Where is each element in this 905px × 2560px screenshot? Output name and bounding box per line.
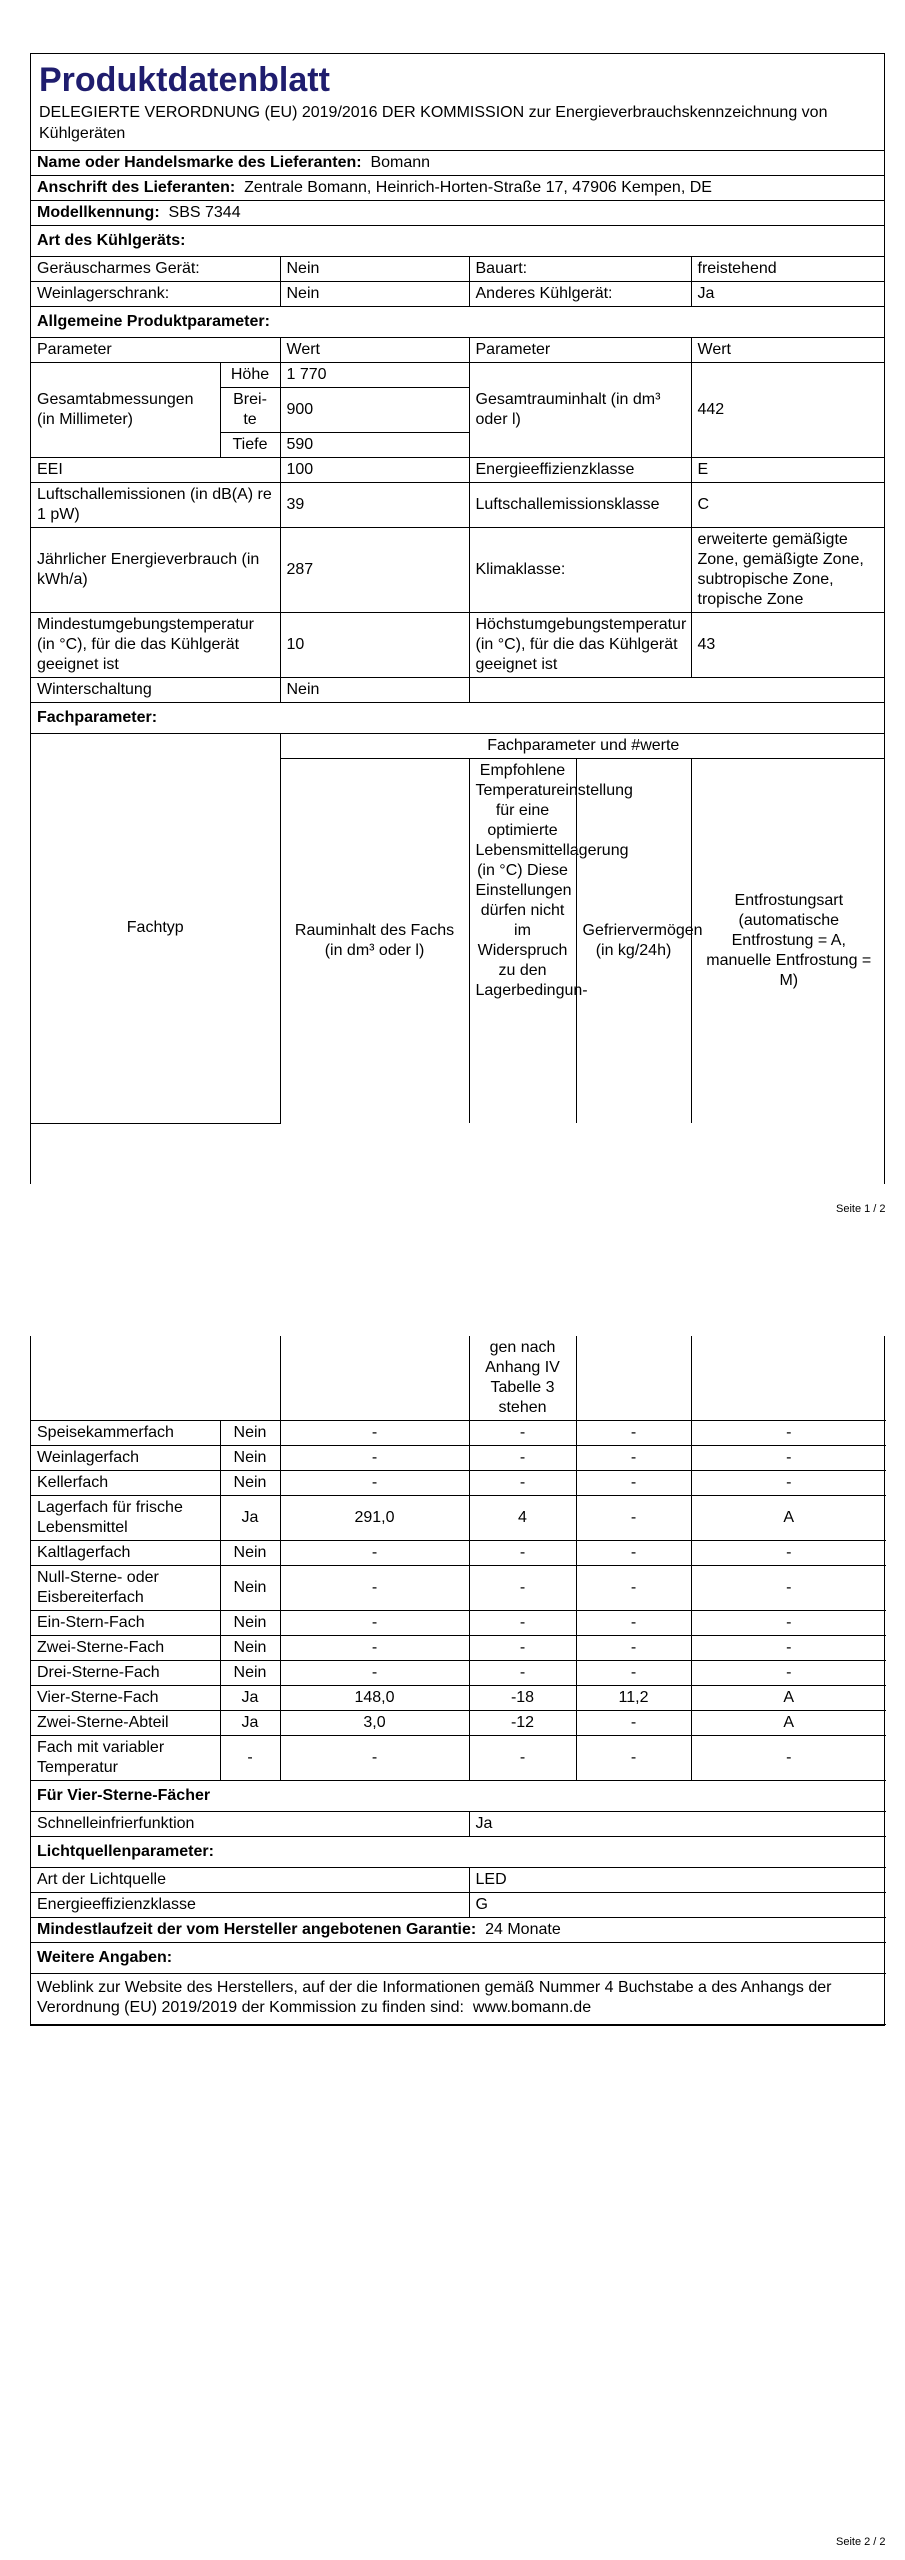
climate-label: Klimaklasse: xyxy=(469,528,691,613)
compartments-heading: Fachparameter: xyxy=(31,703,885,734)
compartment-name: Weinlagerfach xyxy=(31,1446,220,1471)
compartment-volume: - xyxy=(280,1541,469,1566)
compartment-row xyxy=(31,1711,886,1736)
compartment-volume: - xyxy=(280,1446,469,1471)
energy-class-value: E xyxy=(691,458,885,483)
compartment-defrost: - xyxy=(691,1446,886,1471)
further-text-row xyxy=(31,1974,886,2025)
type-table xyxy=(31,257,885,307)
compartment-temp: - xyxy=(469,1421,576,1446)
compartment-temp: - xyxy=(469,1471,576,1496)
light-class-label: Energieeffizienzklasse xyxy=(31,1893,469,1918)
compartment-present: Nein xyxy=(220,1421,280,1446)
compartment-freeze: - xyxy=(576,1496,691,1541)
light-class-value: G xyxy=(469,1893,886,1918)
compartment-name: Kaltlagerfach xyxy=(31,1541,220,1566)
compartment-row xyxy=(31,1661,886,1686)
compartment-present: Ja xyxy=(220,1686,280,1711)
compartment-present: Ja xyxy=(220,1496,280,1541)
col-temp-header: Empfohlene Temperatureinstellung für eine optimierte Lebensmittellagerung (in °C) Diese Einstellungen dürfen nicht im Widerspruch zu den Lagerbedingun- xyxy=(469,759,576,1124)
compartment-present: Nein xyxy=(220,1541,280,1566)
manufacturer-link[interactable]: www.bomann.de xyxy=(472,1999,592,2016)
compartment-temp: - xyxy=(469,1736,576,1781)
compartment-name: Speisekammerfach xyxy=(31,1421,220,1446)
compartment-row xyxy=(31,1611,886,1636)
noise-class-label: Luftschallemissionsklasse xyxy=(469,483,691,528)
compartment-temp: - xyxy=(469,1661,576,1686)
width-value: 900 xyxy=(280,388,469,433)
compartment-volume: - xyxy=(280,1736,469,1781)
general-table xyxy=(31,307,885,734)
light-heading: Lichtquellenparameter: xyxy=(31,1837,886,1868)
compartment-temp: - xyxy=(469,1541,576,1566)
compartment-present: Nein xyxy=(220,1446,280,1471)
four-star-heading: Für Vier-Sterne-Fächer xyxy=(31,1781,886,1812)
compartment-defrost: - xyxy=(691,1471,886,1496)
compartment-row xyxy=(31,1496,886,1541)
eei-label: EEI xyxy=(31,458,280,483)
compartment-present: Ja xyxy=(220,1711,280,1736)
compartment-row xyxy=(31,1636,886,1661)
compartment-row xyxy=(31,1421,886,1446)
compartment-temp: -18 xyxy=(469,1686,576,1711)
compartment-present: Nein xyxy=(220,1471,280,1496)
extra-table xyxy=(31,1781,886,2025)
compartment-temp: - xyxy=(469,1611,576,1636)
compartment-volume: - xyxy=(280,1636,469,1661)
compartment-name: Zwei-Sterne-Fach xyxy=(31,1636,220,1661)
supplier-name-value: Bomann xyxy=(370,154,431,171)
volume-label: Gesamtrauminhalt (in dm³ oder l) xyxy=(469,363,691,458)
compartments-header-table xyxy=(31,734,885,1124)
compartment-defrost: - xyxy=(691,1736,886,1781)
document-header xyxy=(31,54,884,151)
col-volume-header-cont xyxy=(280,1336,469,1421)
compartment-row xyxy=(31,1541,886,1566)
compartment-volume: - xyxy=(280,1661,469,1686)
winter-label: Winterschaltung xyxy=(31,678,280,703)
compartment-freeze: - xyxy=(576,1711,691,1736)
type-label: Geräuscharmes Gerät: xyxy=(31,257,280,282)
compartment-temp: -12 xyxy=(469,1711,576,1736)
general-heading: Allgemeine Produktparameter: xyxy=(31,307,885,338)
warranty-value: 24 Monate xyxy=(485,1921,561,1938)
compartment-freeze: - xyxy=(576,1661,691,1686)
document-title: Produktdatenblatt xyxy=(39,61,330,99)
compartment-freeze: - xyxy=(576,1611,691,1636)
col-param: Parameter xyxy=(469,338,691,363)
type-value: freistehend xyxy=(691,257,885,282)
noise-label: Luftschallemissionen (in dB(A) re 1 pW) xyxy=(31,483,280,528)
volume-value: 442 xyxy=(691,363,885,458)
height-value: 1 770 xyxy=(280,363,469,388)
supplier-address-value: Zentrale Bomann, Heinrich-Horten-Straße 17, 47906 Kempen, DE xyxy=(244,179,712,196)
eei-value: 100 xyxy=(280,458,469,483)
consumption-value: 287 xyxy=(280,528,469,613)
compartment-freeze: - xyxy=(576,1736,691,1781)
compartment-row xyxy=(31,1471,886,1496)
compartment-defrost: A xyxy=(691,1496,886,1541)
compartment-row xyxy=(31,1566,886,1611)
col-temp-header-cont: gen nach Anhang IV Tabelle 3 stehen xyxy=(469,1336,576,1421)
compartment-freeze: - xyxy=(576,1636,691,1661)
compartment-present: Nein xyxy=(220,1661,280,1686)
further-text: Weblink zur Website des Herstellers, auf der die Informationen gemäß Nummer 4 Buchstabe a des Anhangs der Verordnung (EU) 2019/2019 der Kommission zu finden sind: xyxy=(37,1979,832,2016)
empty-cell xyxy=(469,678,885,703)
depth-value: 590 xyxy=(280,433,469,458)
energy-class-label: Energieeffizienzklasse xyxy=(469,458,691,483)
compartment-volume: 148,0 xyxy=(280,1686,469,1711)
col-freeze-header: Gefriervermögen (in kg/24h) xyxy=(576,759,691,1124)
quick-freeze-label: Schnelleinfrierfunktion xyxy=(31,1812,469,1837)
compartment-volume: - xyxy=(280,1471,469,1496)
col-type-header-cont xyxy=(31,1336,280,1421)
compartment-row xyxy=(31,1446,886,1471)
page-2 xyxy=(30,1336,885,2026)
compartment-defrost: - xyxy=(691,1636,886,1661)
compartment-freeze: - xyxy=(576,1446,691,1471)
page-number: Seite 1 / 2 xyxy=(836,1203,886,1215)
compartment-freeze: - xyxy=(576,1421,691,1446)
type-label: Weinlagerschrank: xyxy=(31,282,280,307)
page-1 xyxy=(30,53,885,1184)
model-value: SBS 7344 xyxy=(168,204,241,221)
compartment-defrost: - xyxy=(691,1661,886,1686)
compartment-temp: 4 xyxy=(469,1496,576,1541)
compartment-present: Nein xyxy=(220,1611,280,1636)
compartment-defrost: - xyxy=(691,1541,886,1566)
compartment-temp: - xyxy=(469,1636,576,1661)
compartment-defrost: - xyxy=(691,1611,886,1636)
col-defrost-header: Entfrostungsart (automatische Entfrostung = A, manuelle Entfrostung = M) xyxy=(691,759,885,1124)
type-value: Ja xyxy=(691,282,885,307)
compartment-temp: - xyxy=(469,1566,576,1611)
supplier-address-row xyxy=(31,176,884,201)
supplier-name-row xyxy=(31,151,884,176)
compartments-table xyxy=(31,1336,886,1781)
supplier-address-label: Anschrift des Lieferanten: xyxy=(37,179,236,196)
compartment-name: Vier-Sterne-Fach xyxy=(31,1686,220,1711)
width-label: Brei-te xyxy=(220,388,280,433)
type-label: Anderes Kühlgerät: xyxy=(469,282,691,307)
compartment-defrost: A xyxy=(691,1686,886,1711)
compartment-freeze: - xyxy=(576,1541,691,1566)
type-label: Bauart: xyxy=(469,257,691,282)
compartment-rows xyxy=(31,1421,886,1781)
winter-value: Nein xyxy=(280,678,469,703)
depth-label: Tiefe xyxy=(220,433,280,458)
compartment-row xyxy=(31,1686,886,1711)
compartment-freeze: - xyxy=(576,1471,691,1496)
compartment-freeze: 11,2 xyxy=(576,1686,691,1711)
col-param: Parameter xyxy=(31,338,280,363)
compartment-present: Nein xyxy=(220,1636,280,1661)
col-defrost-header-cont xyxy=(691,1336,886,1421)
type-value: Nein xyxy=(280,257,469,282)
model-row xyxy=(31,201,884,226)
light-type-label: Art der Lichtquelle xyxy=(31,1868,469,1893)
group-header: Fachparameter und #werte xyxy=(280,734,885,759)
model-label: Modellkennung: xyxy=(37,204,160,221)
compartment-name: Kellerfach xyxy=(31,1471,220,1496)
min-temp-label: Mindestumgebungstemperatur (in °C), für die das Kühlgerät geeignet ist xyxy=(31,613,280,678)
type-row xyxy=(31,257,885,282)
compartment-name: Ein-Stern-Fach xyxy=(31,1611,220,1636)
warranty-row xyxy=(31,1918,886,1943)
compartment-freeze: - xyxy=(576,1566,691,1611)
compartment-name: Null-Sterne- oder Eisbereiterfach xyxy=(31,1566,220,1611)
compartment-volume: - xyxy=(280,1611,469,1636)
warranty-label: Mindestlaufzeit der vom Hersteller angebotenen Garantie: xyxy=(37,1921,477,1938)
light-type-value: LED xyxy=(469,1868,886,1893)
compartment-volume: 3,0 xyxy=(280,1711,469,1736)
compartment-name: Drei-Sterne-Fach xyxy=(31,1661,220,1686)
compartment-present: Nein xyxy=(220,1566,280,1611)
col-value: Wert xyxy=(691,338,885,363)
compartment-name: Fach mit variabler Temperatur xyxy=(31,1736,220,1781)
quick-freeze-value: Ja xyxy=(469,1812,886,1837)
page-number: Seite 2 / 2 xyxy=(836,2536,886,2548)
compartment-volume: 291,0 xyxy=(280,1496,469,1541)
compartment-volume: - xyxy=(280,1421,469,1446)
further-heading: Weitere Angaben: xyxy=(31,1943,886,1974)
compartment-defrost: - xyxy=(691,1566,886,1611)
supplier-name-label: Name oder Handelsmarke des Lieferanten: xyxy=(37,154,362,171)
height-label: Höhe xyxy=(220,363,280,388)
col-freeze-header-cont xyxy=(576,1336,691,1421)
compartment-name: Zwei-Sterne-Abteil xyxy=(31,1711,220,1736)
col-volume-header: Rauminhalt des Fachs (in dm³ oder l) xyxy=(280,759,469,1124)
col-type-header: Fachtyp xyxy=(31,734,280,1123)
consumption-label: Jährlicher Energieverbrauch (in kWh/a) xyxy=(31,528,280,613)
document-subtitle: DELEGIERTE VERORDNUNG (EU) 2019/2016 DER KOMMISSION zur Energieverbrauchskennzeichnung von Kühlgeräten xyxy=(39,104,828,142)
max-temp-label: Höchstumgebungstemperatur (in °C), für die das Kühlgerät geeignet ist xyxy=(469,613,691,678)
col-value: Wert xyxy=(280,338,469,363)
compartment-defrost: - xyxy=(691,1421,886,1446)
supplier-table xyxy=(31,151,884,257)
climate-value: erweiterte gemäßigte Zone, gemäßigte Zone, subtropische Zone, tropische Zone xyxy=(691,528,885,613)
compartment-present: - xyxy=(220,1736,280,1781)
type-row xyxy=(31,282,885,307)
compartment-name: Lagerfach für frische Lebensmittel xyxy=(31,1496,220,1541)
min-temp-value: 10 xyxy=(280,613,469,678)
compartment-temp: - xyxy=(469,1446,576,1471)
compartment-defrost: A xyxy=(691,1711,886,1736)
max-temp-value: 43 xyxy=(691,613,885,678)
type-value: Nein xyxy=(280,282,469,307)
dims-label: Gesamtabmessungen (in Millimeter) xyxy=(31,363,220,458)
noise-class-value: C xyxy=(691,483,885,528)
compartment-row xyxy=(31,1736,886,1781)
compartment-volume: - xyxy=(280,1566,469,1611)
noise-value: 39 xyxy=(280,483,469,528)
type-heading: Art des Kühlgeräts: xyxy=(31,226,884,257)
